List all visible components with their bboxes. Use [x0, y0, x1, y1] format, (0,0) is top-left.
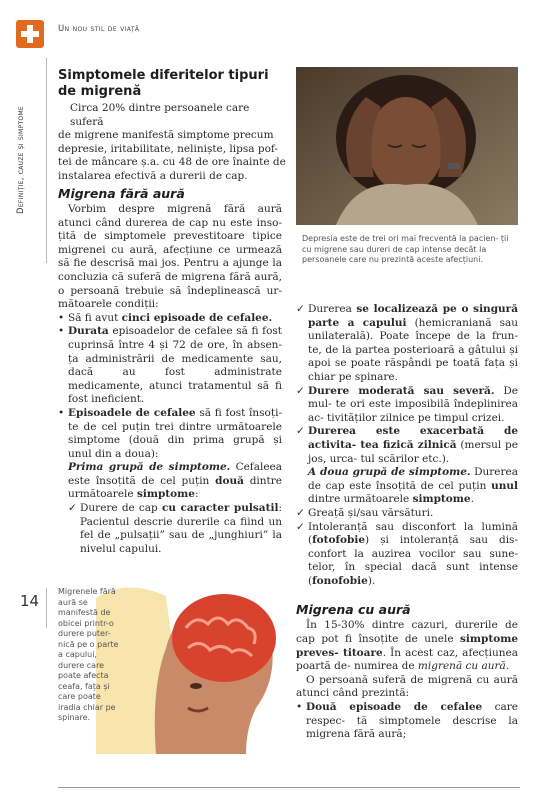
check-icon: ✓	[296, 506, 305, 519]
page-number: 14	[20, 592, 40, 610]
no-aura-heading: Migrena fără aură	[58, 186, 185, 201]
check-icon: ✓	[296, 425, 305, 438]
list-item: ✓ Durerea este exacerbată de activita- tea fizică zilnică (mersul pe jos, urca- tul scărilor etc.).	[296, 425, 518, 465]
bottom-rule	[58, 787, 520, 788]
check-icon: ✓	[68, 502, 77, 515]
list-item: ✓ Intoleranță sau disconfort la lumină (fotofobie) și intoleranță sau dis- confort la auzirea vocilor sau sune- telor, în special dacă sunt intense (fonofobie).	[296, 520, 518, 587]
sidebar-rule	[46, 58, 47, 263]
no-aura-block	[58, 186, 282, 556]
group1-paragraph: Prima grupă de simptome. Cefaleea este însoțită de cel puțin două dintre următoarele simptome:	[68, 461, 283, 501]
list-item: ✓ Durere de cap cu caracter pulsatil: Pacientul descrie durerile ca fiind un fel de „pulsații” sau de „junghiuri” la nivelul capului.	[68, 502, 282, 555]
no-aura-paragraph: Vorbim despre migrenă fără aură atunci când durerea de cap nu este inso- țită de simptomele prevestitoare tipice migrenei cu aură, afecțiune ce urmează să fie descrisă mai jos. Pentru a ajunge la concluzia că suferă de migrena fără aură, o persoană trebuie să îndeplinească ur- mătoarele condiții:	[58, 203, 282, 311]
list-item: • Durata episoadelor de cefalee să fi fost cuprinsă între 4 și 72 de ore, în absen- ța administrării de medicamente sau, dacă au fost administrate medicamente, atunci tratamentul să fi fost ineficient.	[58, 325, 282, 406]
bullet-icon: •	[58, 325, 65, 338]
series-title: Un nou stil de viață	[58, 24, 140, 34]
aura-paragraph: În 15-30% dintre cazuri, durerile de cap pot fi însoțite de unele simptome preves- titoare. În acest caz, afecțiunea poartă de- numirea de migrenă cu aură.	[296, 619, 519, 673]
illustration-caption: Migrenele fără aură se manifestă de obicei printr-o durere puter- nică pe o parte a capului, durere care poate afecta ceafa, fața și care poate iradia chiar pe spinare.	[58, 587, 119, 722]
list-item: ✓ Durerea se localizează pe o singură parte a capului (hemicraniană sau unilaterală). Poate începe de la frun- te, de la partea posterioară a gâtului și apoi se poate răspândi pe toată fața și chiar pe spinare.	[296, 303, 519, 383]
section-title: Simptomele diferitelor tipuri de migrenă	[58, 68, 269, 99]
woman-headache-photo	[296, 67, 518, 225]
bullet-icon: •	[58, 406, 65, 419]
head-illustration	[96, 568, 296, 754]
aura-heading: Migrena cu aură	[296, 602, 411, 618]
photo-caption: Depresia este de trei ori mai frecventă la pacien- ții cu migrene sau dureri de cap intense decât la persoanele care nu prezintă aceste afecțiuni.	[302, 234, 509, 264]
aura-paragraph-2: O persoană suferă de migrenă cu aură atunci când prezintă:	[296, 673, 518, 700]
group2-paragraph: A doua grupă de simptome. Durerea de cap este însoțită de cel puțin unul dintre următoarele simptome.	[308, 466, 518, 506]
check-icon: ✓	[296, 520, 305, 533]
pagenum-rule	[46, 588, 47, 628]
intro-paragraph: Circa 20% dintre persoanele care suferă de migrene manifestă simptome precum depresie, iritabilitate, neliniște, lipsa pof- tei de mâncare ș.a. cu 48 de ore înainte de instalarea efectivă a durerii de cap.	[58, 102, 286, 182]
list-item: • Episoadele de cefalee să fi fost însoți- te de cel puțin trei dintre următoarele simptome (două din prima grupă și unul din a doua):	[58, 406, 282, 460]
publisher-logo-icon	[16, 20, 44, 48]
section-block	[58, 68, 286, 184]
check-icon: ✓	[296, 303, 305, 315]
list-item: • Să fi avut cinci episoade de cefalee.	[58, 311, 273, 324]
list-item: ✓ Durere moderată sau severă. De mul- te ori este imposibilă îndeplinirea ac- tivităților zilnice pe timpul crizei.	[296, 384, 518, 424]
check-icon: ✓	[296, 384, 305, 397]
list-item: ✓ Greață și/sau vărsături.	[296, 506, 434, 519]
list-item: • Două episoade de cefalee care respec- tă simptomele descrise la migrena fără aură;	[296, 701, 518, 741]
sidebar-label: Definiție, cauze și simptome	[16, 105, 26, 215]
bullet-icon: •	[58, 311, 65, 324]
right-column	[296, 303, 518, 742]
bullet-icon: •	[296, 701, 303, 714]
